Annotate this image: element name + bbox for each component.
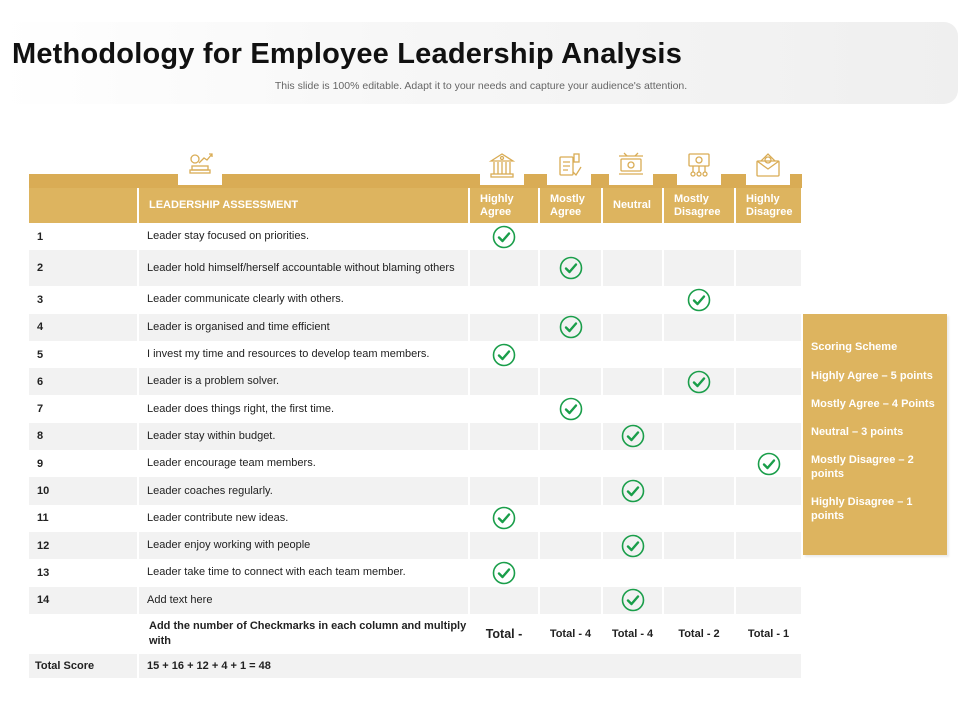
table-row — [29, 286, 802, 313]
checkmark-icon — [559, 262, 583, 274]
response-cell — [539, 223, 602, 250]
total-highly-disagree: Total - 1 — [735, 614, 802, 654]
total-mostly-agree: Total - 4 — [539, 614, 602, 654]
response-cell — [539, 477, 602, 504]
row-statement: Leader coaches regularly. — [138, 477, 469, 504]
row-statement: Leader is a problem solver. — [138, 368, 469, 395]
row-number: 7 — [29, 395, 138, 422]
response-cell — [602, 395, 663, 422]
response-cell — [539, 368, 602, 395]
response-cell — [539, 423, 602, 450]
header-neutral: Neutral — [602, 188, 663, 223]
response-cell — [735, 423, 802, 450]
money-envelope-icon — [746, 145, 790, 185]
response-cell — [735, 559, 802, 586]
checkmark-icon — [621, 430, 645, 442]
response-cell — [602, 559, 663, 586]
response-cell — [469, 314, 539, 341]
checkmark-icon — [492, 231, 516, 243]
row-number: 11 — [29, 505, 138, 532]
total-neutral: Total - 4 — [602, 614, 663, 654]
response-cell — [539, 286, 602, 313]
row-statement: Leader stay within budget. — [138, 423, 469, 450]
response-cell — [469, 395, 539, 422]
response-cell — [663, 505, 735, 532]
response-cell — [539, 250, 602, 286]
row-statement: Leader encourage team members. — [138, 450, 469, 477]
row-statement: Leader hold himself/herself accountable without blaming others — [138, 250, 469, 286]
response-cell — [663, 532, 735, 559]
response-cell — [602, 423, 663, 450]
response-cell — [469, 587, 539, 614]
response-cell — [539, 450, 602, 477]
checkmark-icon — [559, 321, 583, 333]
response-cell — [663, 559, 735, 586]
header-mostly-agree: Mostly Agree — [539, 188, 602, 223]
header-highly-disagree: Highly Disagree — [735, 188, 802, 223]
header-number-cell — [29, 188, 138, 223]
response-cell — [602, 314, 663, 341]
row-statement: I invest my time and resources to develop team members. — [138, 341, 469, 368]
response-cell — [663, 286, 735, 313]
page-title: Methodology for Employee Leadership Analysis — [12, 38, 683, 70]
row-statement: Leader contribute new ideas. — [138, 505, 469, 532]
row-number: 3 — [29, 286, 138, 313]
response-cell — [602, 450, 663, 477]
header-highly-agree: Highly Agree — [469, 188, 539, 223]
table-row — [29, 423, 802, 450]
response-cell — [602, 223, 663, 250]
response-cell — [539, 559, 602, 586]
response-cell — [663, 223, 735, 250]
response-cell — [469, 505, 539, 532]
response-cell — [663, 477, 735, 504]
response-cell — [539, 341, 602, 368]
response-cell — [663, 368, 735, 395]
response-cell — [469, 477, 539, 504]
row-number: 4 — [29, 314, 138, 341]
table-row — [29, 587, 802, 614]
response-cell — [602, 532, 663, 559]
checkmark-icon — [757, 458, 781, 470]
response-cell — [469, 250, 539, 286]
response-cell — [735, 341, 802, 368]
table-row — [29, 395, 802, 422]
checklist-icon — [547, 145, 591, 185]
response-cell — [469, 341, 539, 368]
table-row — [29, 341, 802, 368]
response-cell — [735, 450, 802, 477]
checkmark-icon — [621, 594, 645, 606]
totals-row — [29, 614, 802, 654]
total-mostly-disagree: Total - 2 — [663, 614, 735, 654]
response-cell — [539, 587, 602, 614]
totals-label: Add the number of Checkmarks in each column and multiply with — [138, 614, 469, 654]
response-cell — [735, 223, 802, 250]
response-cell — [602, 250, 663, 286]
checkmark-icon — [492, 348, 516, 360]
table-header-row — [29, 188, 802, 223]
scoring-item-mostly-agree: Mostly Agree – 4 Points — [811, 398, 935, 410]
header-mostly-disagree: Mostly Disagree — [663, 188, 735, 223]
table-row — [29, 450, 802, 477]
response-cell — [469, 423, 539, 450]
total-score-value: 15 + 16 + 12 + 4 + 1 = 48 — [138, 654, 802, 678]
scoring-scheme-panel — [803, 314, 947, 555]
row-statement: Leader communicate clearly with others. — [138, 286, 469, 313]
row-number: 9 — [29, 450, 138, 477]
checkmark-icon — [687, 376, 711, 388]
row-number: 10 — [29, 477, 138, 504]
response-cell — [469, 532, 539, 559]
row-number: 1 — [29, 223, 138, 250]
money-network-icon — [677, 145, 721, 185]
row-number: 6 — [29, 368, 138, 395]
response-cell — [602, 587, 663, 614]
page-subtitle: This slide is 100% editable. Adapt it to your needs and capture your audience's attention. — [274, 80, 688, 92]
row-number: 8 — [29, 423, 138, 450]
checkmark-icon — [621, 540, 645, 552]
row-statement: Leader take time to connect with each team member. — [138, 559, 469, 586]
row-number: 5 — [29, 341, 138, 368]
response-cell — [735, 505, 802, 532]
response-cell — [663, 341, 735, 368]
response-cell — [469, 450, 539, 477]
response-cell — [602, 368, 663, 395]
table-row — [29, 559, 802, 586]
response-cell — [735, 368, 802, 395]
response-cell — [602, 477, 663, 504]
total-score-label: Total Score — [29, 654, 138, 678]
checkmark-icon — [687, 294, 711, 306]
money-stack-icon — [609, 145, 653, 185]
scoring-item-highly-disagree: Highly Disagree – 1 points — [811, 496, 913, 522]
row-statement: Leader stay focused on priorities. — [138, 223, 469, 250]
growth-chart-icon — [178, 145, 222, 185]
totals-empty-cell — [29, 614, 138, 654]
table-row — [29, 505, 802, 532]
row-number: 14 — [29, 587, 138, 614]
response-cell — [735, 587, 802, 614]
response-cell — [663, 423, 735, 450]
response-cell — [663, 314, 735, 341]
total-highly-agree: Total - — [469, 614, 539, 654]
scoring-item-highly-agree: Highly Agree – 5 points — [811, 370, 933, 382]
header-assessment: LEADERSHIP ASSESSMENT — [138, 188, 469, 223]
row-statement: Leader does things right, the first time. — [138, 395, 469, 422]
scoring-item-neutral: Neutral – 3 points — [811, 426, 904, 438]
response-cell — [663, 395, 735, 422]
response-cell — [602, 286, 663, 313]
row-number: 12 — [29, 532, 138, 559]
leadership-assessment-table — [29, 188, 803, 678]
checkmark-icon — [621, 485, 645, 497]
checkmark-icon — [492, 512, 516, 524]
response-cell — [663, 250, 735, 286]
response-cell — [469, 223, 539, 250]
response-cell — [735, 395, 802, 422]
checkmark-icon — [559, 403, 583, 415]
checkmark-icon — [492, 567, 516, 579]
total-score-row — [29, 654, 802, 678]
response-cell — [469, 286, 539, 313]
row-statement: Leader enjoy working with people — [138, 532, 469, 559]
response-cell — [539, 532, 602, 559]
row-number: 13 — [29, 559, 138, 586]
table-row — [29, 314, 802, 341]
response-cell — [735, 286, 802, 313]
table-row — [29, 250, 802, 286]
scoring-item-mostly-disagree: Mostly Disagree – 2 points — [811, 454, 914, 480]
response-cell — [735, 532, 802, 559]
response-cell — [735, 314, 802, 341]
response-cell — [663, 587, 735, 614]
response-cell — [539, 314, 602, 341]
bank-building-icon — [480, 145, 524, 185]
response-cell — [602, 505, 663, 532]
response-cell — [469, 368, 539, 395]
row-statement: Add text here — [138, 587, 469, 614]
table-row — [29, 368, 802, 395]
response-cell — [735, 250, 802, 286]
table-row — [29, 532, 802, 559]
response-cell — [469, 559, 539, 586]
response-cell — [602, 341, 663, 368]
table-row — [29, 223, 802, 250]
response-cell — [663, 450, 735, 477]
response-cell — [539, 505, 602, 532]
row-number: 2 — [29, 250, 138, 286]
response-cell — [735, 477, 802, 504]
scoring-scheme-title: Scoring Scheme — [811, 341, 898, 353]
table-row — [29, 477, 802, 504]
response-cell — [539, 395, 602, 422]
row-statement: Leader is organised and time efficient — [138, 314, 469, 341]
